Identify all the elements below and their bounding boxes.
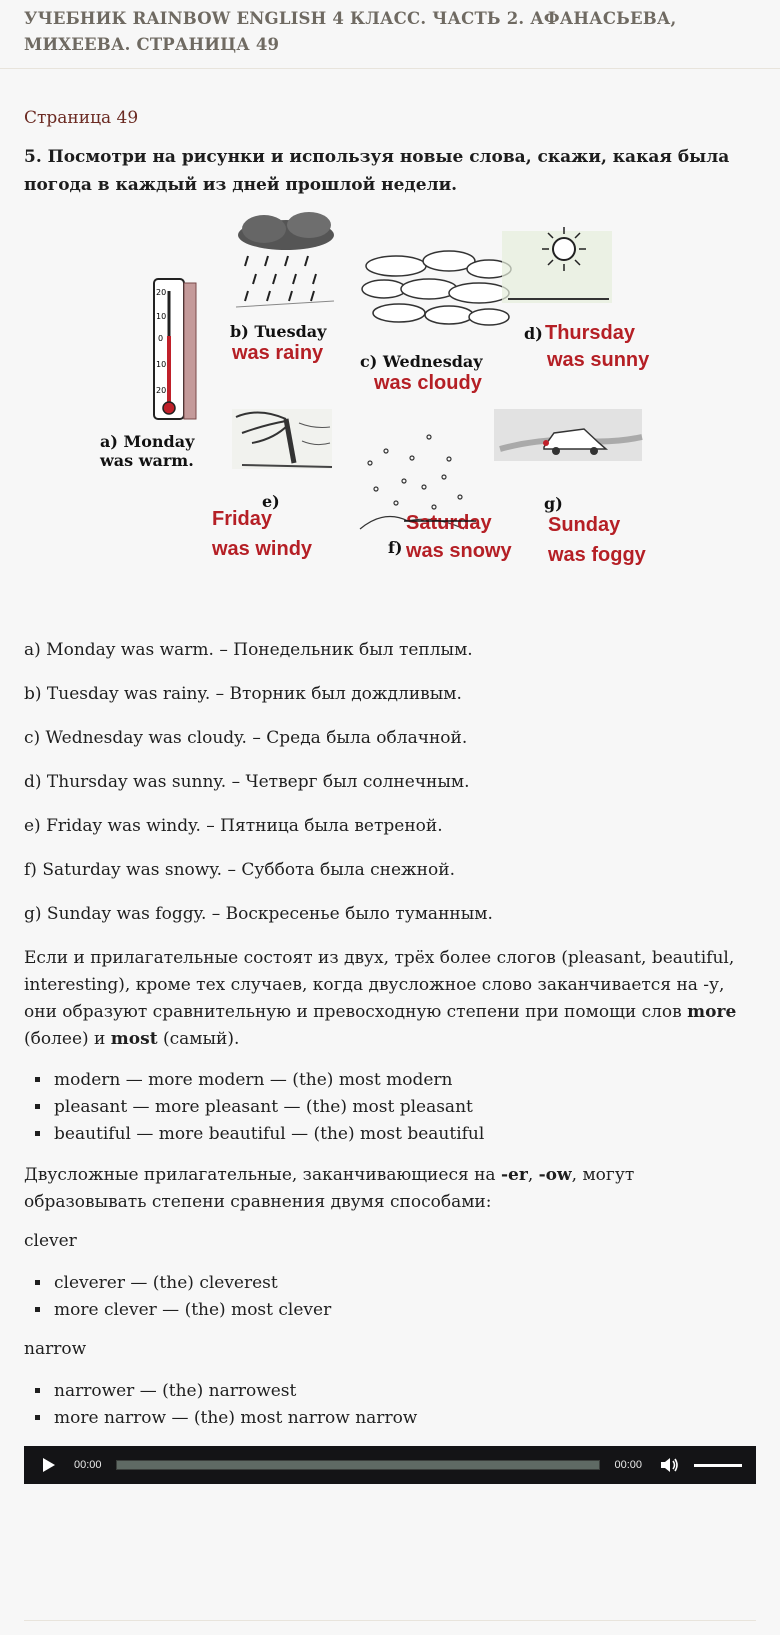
answer-c: was cloudy	[374, 372, 482, 394]
thermo-tick-label: 20	[156, 386, 167, 395]
answer-b: was rainy	[232, 342, 324, 364]
label-d: d)	[524, 324, 543, 343]
answer-f: was snowy	[406, 540, 512, 562]
answer-sentences	[24, 639, 756, 925]
volume-icon	[658, 1454, 680, 1476]
clouds-icon	[362, 251, 511, 325]
label-a: a) Monday	[100, 432, 195, 451]
list-item: ▪ modern — more modern — (the) most modern	[52, 1067, 756, 1094]
answer-sentence: b) Tuesday was rainy. – Вторник был дождливым.	[24, 684, 462, 704]
label-b: b) Tuesday	[230, 322, 327, 341]
answer-d-day: Thursday	[545, 322, 636, 344]
windy-tree-icon	[232, 409, 332, 469]
answer-d: was sunny	[547, 349, 650, 371]
article-content	[0, 107, 780, 1484]
mute-button[interactable]	[658, 1454, 680, 1476]
rain-cloud-icon	[236, 212, 334, 307]
answer-g: was foggy	[548, 544, 646, 566]
rule-text: Двусложные прилагательные, заканчивающиеся на	[24, 1165, 501, 1185]
list-item: ▪ beautiful — more beautiful — (the) most beautiful	[52, 1121, 756, 1148]
answer-e: was windy	[212, 538, 313, 560]
thermometer-icon	[154, 279, 196, 419]
suffix-er: -er	[500, 1165, 528, 1185]
page-header	[0, 0, 780, 69]
keyword-more-translation: (более) и	[24, 1029, 111, 1049]
answer-sentence: f) Saturday was snowy. – Суббота была снежной.	[24, 860, 455, 880]
weather-illustration-svg	[24, 211, 724, 611]
suffix-ow: -ow	[538, 1165, 572, 1185]
comparison-list-2	[24, 1270, 756, 1324]
page-number-label: Страница 49	[24, 108, 139, 128]
volume-slider[interactable]	[694, 1464, 742, 1467]
answer-sentence: c) Wednesday was cloudy. – Среда была облачной.	[24, 728, 468, 748]
progress-slider[interactable]	[116, 1460, 601, 1470]
example-word-narrow: narrow	[24, 1339, 87, 1359]
play-icon	[42, 1457, 56, 1473]
rule-paragraph-2	[24, 1162, 756, 1216]
thermo-tick-label: 10	[156, 312, 167, 321]
current-time: 00:00	[74, 1459, 102, 1471]
answer-e-day: Friday	[212, 508, 273, 530]
answer-g-day: Sunday	[548, 514, 621, 536]
answer-sentence: d) Thursday was sunny. – Четверг был солнечным.	[24, 772, 470, 792]
rule-text-end: , могут образовывать степени сравнения двумя способами:	[24, 1165, 635, 1212]
thermo-tick-label: 10	[156, 360, 167, 369]
list-item: ▪ pleasant — more pleasant — (the) most pleasant	[52, 1094, 756, 1121]
keyword-most: most	[110, 1029, 158, 1049]
keyword-more: more	[687, 1002, 737, 1022]
answer-sentence: a) Monday was warm. – Понедельник был теплым.	[24, 640, 473, 660]
weather-illustration	[24, 211, 724, 611]
label-a-answer: was warm.	[100, 451, 194, 470]
audio-player	[24, 1446, 756, 1484]
answer-f-day: Saturday	[406, 512, 492, 534]
list-item: ▪ narrower — (the) narrowest	[52, 1378, 756, 1405]
label-f: f)	[388, 538, 403, 557]
thermo-tick-label: 0	[158, 334, 164, 343]
play-button[interactable]	[38, 1454, 60, 1476]
list-item: ▪ more clever — (the) most clever	[52, 1297, 756, 1324]
answer-sentence: e) Friday was windy. – Пятница была ветреной.	[24, 816, 443, 836]
thermo-tick-label: 20	[156, 288, 167, 297]
task-heading: 5. Посмотри на рисунки и используя новые слова, скажи, какая была погода в каждый из дней прошлой недели.	[24, 147, 730, 195]
comparison-list-1	[24, 1067, 756, 1148]
label-g: g)	[544, 494, 563, 513]
foggy-car-icon	[494, 409, 642, 461]
keyword-most-translation: (самый).	[157, 1029, 240, 1049]
comparison-list-3	[24, 1378, 756, 1432]
duration-time: 00:00	[614, 1459, 642, 1471]
footer-divider	[24, 1620, 756, 1621]
label-c: c) Wednesday	[360, 352, 483, 371]
rule-paragraph-1	[24, 945, 756, 1053]
example-word-clever: clever	[24, 1231, 77, 1251]
answer-sentence: g) Sunday was foggy. – Воскресенье было туманным.	[24, 904, 493, 924]
page-title: УЧЕБНИК RAINBOW ENGLISH 4 КЛАСС. ЧАСТЬ 2. АФАНАСЬЕВА, МИХЕЕВА. СТРАНИЦА 49	[24, 9, 677, 54]
list-item: ▪ more narrow — (the) most narrow narrow	[52, 1405, 756, 1432]
sun-icon	[502, 227, 612, 303]
list-item: ▪ cleverer — (the) cleverest	[52, 1270, 756, 1297]
rule-text: Если и прилагательные состоят из двух, трёх более слогов (pleasant, beautiful, interesting), кроме тех случаев, когда двусложное слово заканчивается на -у, они образуют сравнительную и превосходную степени при помощи слов	[24, 948, 735, 1022]
separator: ,	[527, 1165, 539, 1185]
label-e: e)	[262, 492, 280, 511]
